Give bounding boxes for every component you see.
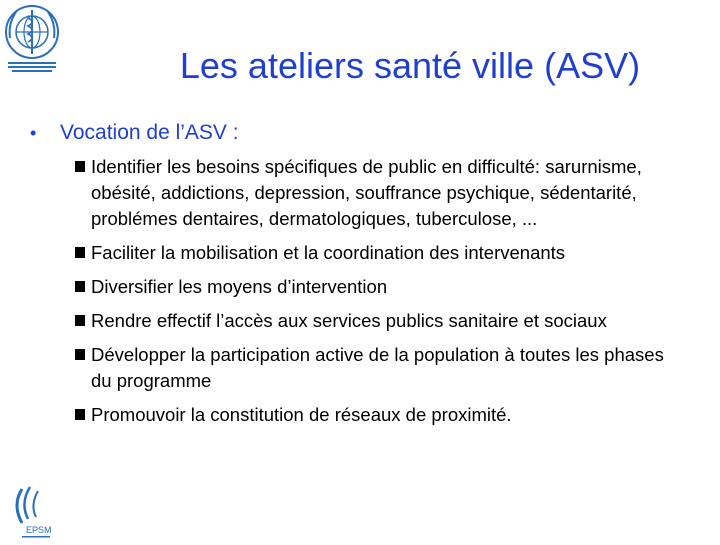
bullet-icon: • bbox=[30, 123, 37, 143]
list-item-text: Développer la participation active de la population à toutes les phases du programme bbox=[91, 344, 664, 391]
list-item-text: Rendre effectif l’accès aux services publics sanitaire et sociaux bbox=[91, 310, 607, 331]
list-item bbox=[73, 240, 673, 266]
square-bullet-icon bbox=[73, 274, 91, 300]
who-emblem-icon bbox=[2, 2, 62, 76]
list-item-text: Faciliter la mobilisation et la coordination des intervenants bbox=[91, 242, 566, 263]
level1-text: Vocation de l’ASV : bbox=[60, 121, 239, 144]
list-item bbox=[73, 308, 673, 334]
list-item bbox=[73, 154, 673, 232]
sub-bullet-list bbox=[73, 154, 673, 436]
square-bullet-icon bbox=[73, 154, 91, 232]
list-item bbox=[73, 274, 673, 300]
list-item-text: Promouvoir la constitution de réseaux de proximité. bbox=[91, 404, 512, 425]
eprsm-logo-text: EPSM bbox=[26, 525, 52, 535]
list-item-text: Identifier les besoins spécifiques de public en difficulté: sarurnisme, obésité, addictions, depression, souffrance psychique, sédentarité, problémes dentaires, dermatologiques, tuberculose, ... bbox=[91, 156, 642, 229]
slide-title: Les ateliers santé ville (ASV) bbox=[179, 45, 641, 86]
level1-bullet-item bbox=[30, 119, 239, 147]
square-bullet-icon bbox=[73, 240, 91, 266]
list-item-text: Diversifier les moyens d’intervention bbox=[91, 276, 388, 297]
list-item bbox=[73, 342, 673, 394]
eprsm-logo-icon bbox=[8, 485, 58, 540]
square-bullet-icon bbox=[73, 402, 91, 428]
square-bullet-icon bbox=[73, 308, 91, 334]
square-bullet-icon bbox=[73, 342, 91, 394]
list-item bbox=[73, 402, 673, 428]
